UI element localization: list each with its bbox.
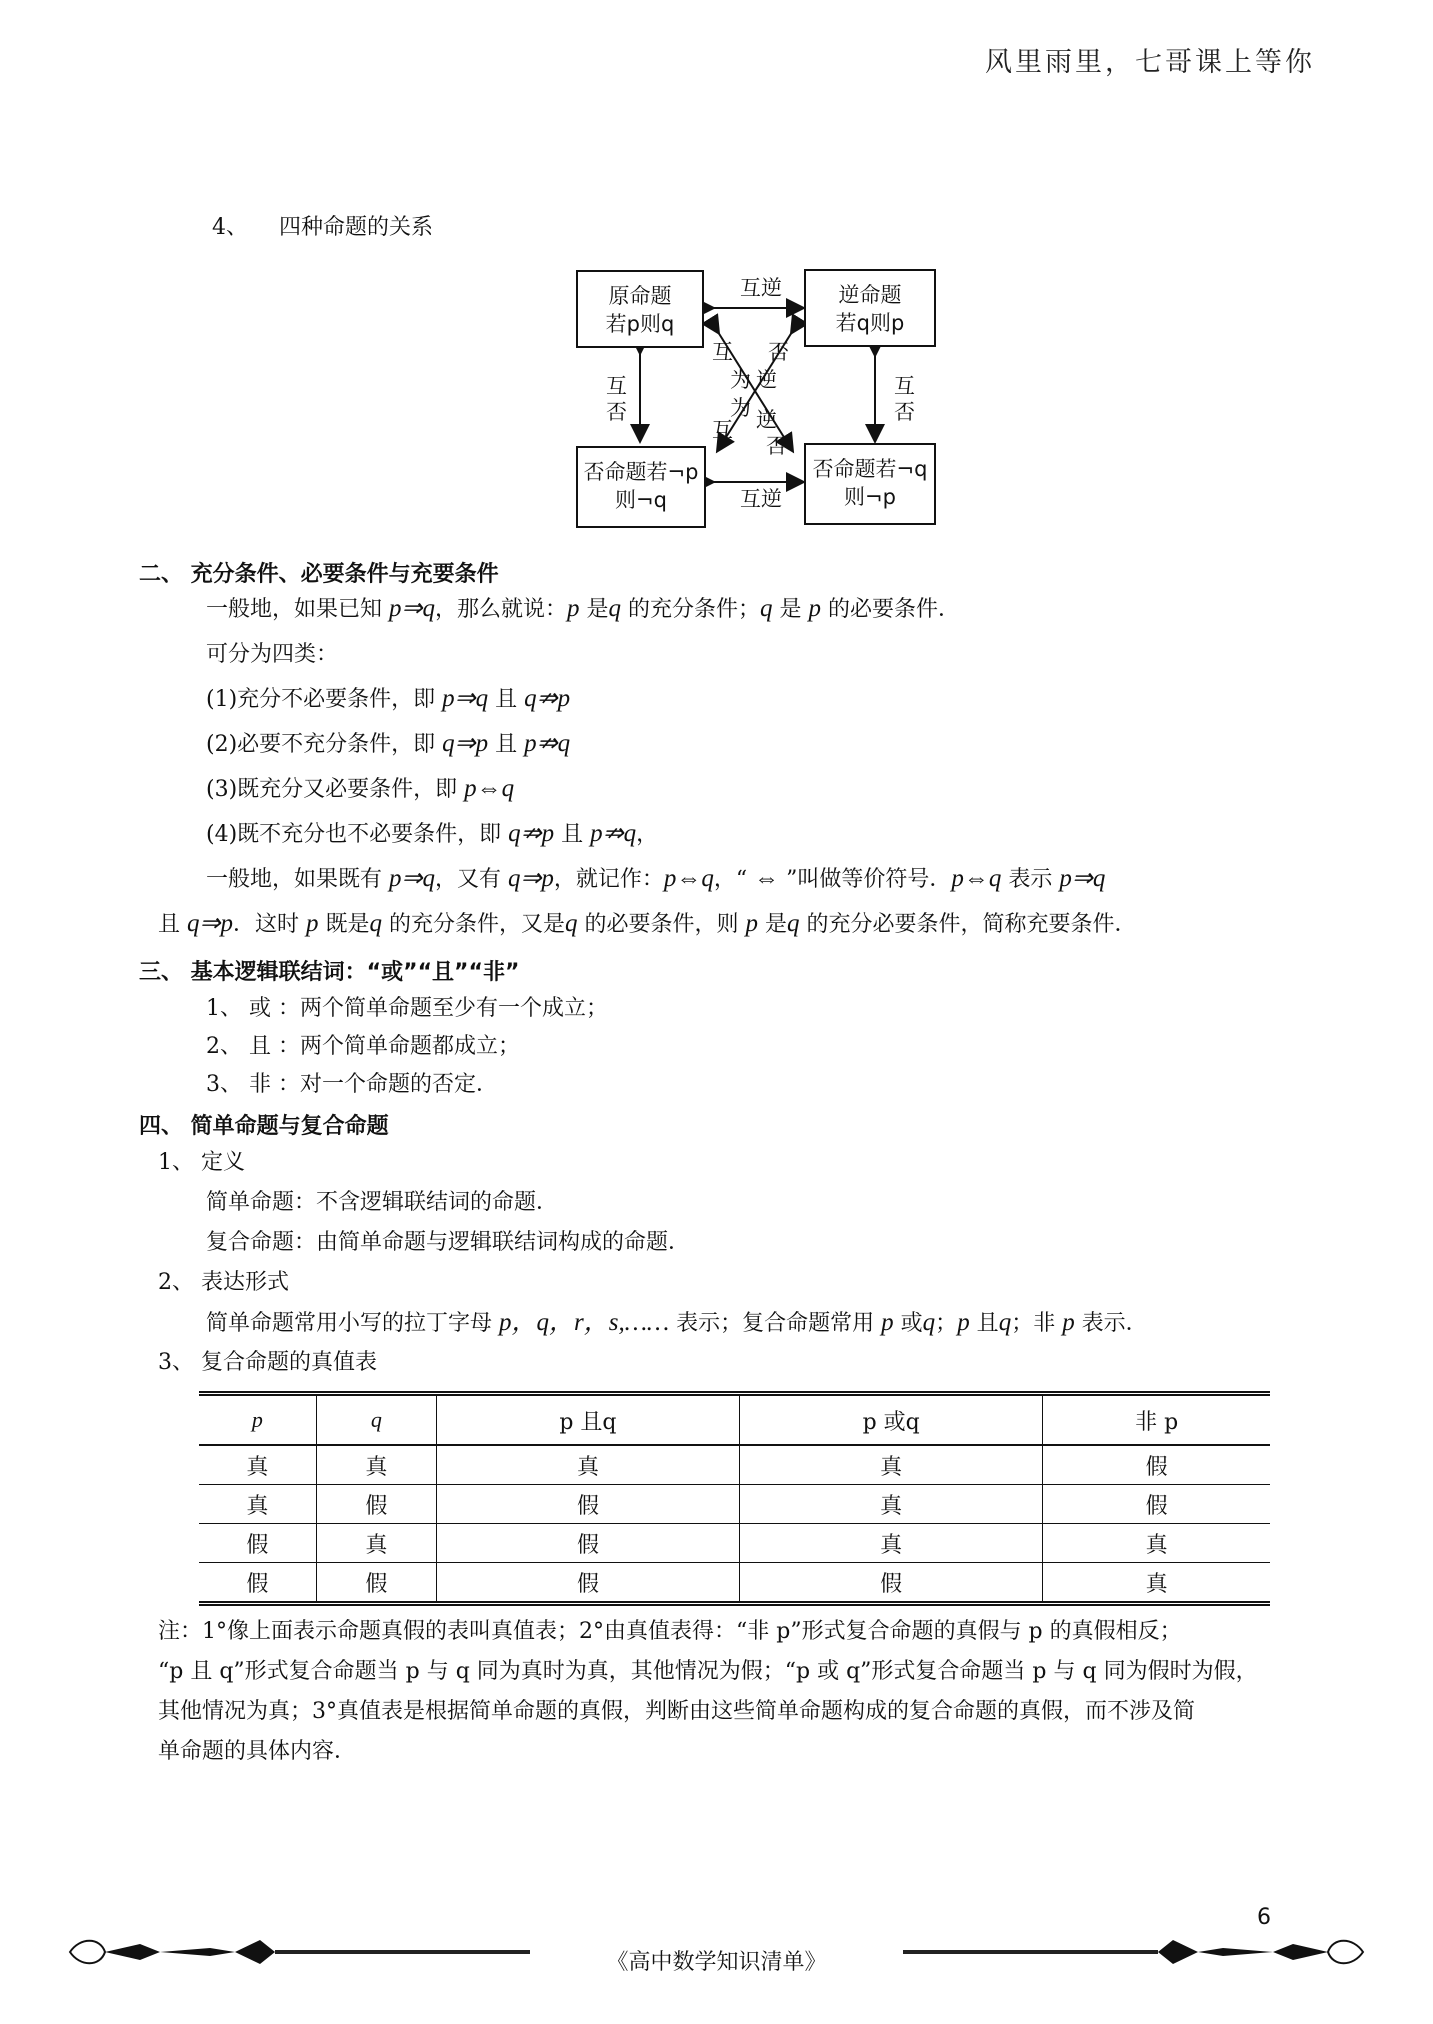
th-not-p: 非 p <box>1043 1394 1270 1446</box>
l3m3: p⇔q <box>663 865 714 892</box>
sec3-item-1: 1、 或 ：两个简单命题至少有一个成立； <box>206 996 608 1021</box>
sec4-sub1-b: 复合命题：由简单命题与逻辑联结词构成的命题． <box>206 1230 691 1255</box>
sec3-item-3: 3、 非 ：对一个命题的否定． <box>206 1072 498 1097</box>
box-contrapositive-line1: 否命题若¬q <box>812 457 928 481</box>
l4d: 的充分条件，又是 <box>381 912 565 937</box>
cross-label-e: 为 <box>730 396 751 420</box>
box-contrapositive-line2: 则¬p <box>844 485 896 509</box>
cell: 真 <box>316 1445 436 1485</box>
cell: 真 <box>199 1445 316 1485</box>
box-original-line2: 若p则q <box>605 312 675 336</box>
sec2-l1b: ，那么就说： <box>434 597 567 622</box>
header-slogan: 风里雨里，七哥课上等你 <box>985 47 1315 78</box>
l4b: ．这时 <box>232 912 306 937</box>
case3-math: p⇔q <box>464 775 515 802</box>
cell: 真 <box>740 1485 1043 1524</box>
table-row <box>199 1445 1270 1485</box>
sec2-line2: 可分为四类： <box>206 642 339 667</box>
case4-and: 且 <box>554 822 591 847</box>
case4-math: q⇏p <box>508 820 555 847</box>
l3c: ，就记作： <box>553 867 664 892</box>
sec2-l1m1: p⇒q <box>389 595 435 622</box>
case3-text: (3)既充分又必要条件，即 <box>206 777 465 802</box>
case2-and: 且 <box>488 732 525 757</box>
box-inverse-proposition <box>576 446 706 528</box>
cross-label-b: 否 <box>768 340 789 364</box>
note-line-4: 单命题的具体内容． <box>158 1739 357 1764</box>
cross-label-c: 为 <box>730 368 751 392</box>
box-converse-line1: 逆命题 <box>838 283 902 307</box>
th-p: p <box>199 1394 316 1446</box>
sec2-l1f: 的必要条件． <box>820 597 960 622</box>
sec4-heading: 四、 简单命题与复合命题 <box>139 1114 389 1139</box>
l4m6: q <box>786 910 800 937</box>
sec2-l1m2: p <box>566 595 580 622</box>
box-original-line1: 原命题 <box>608 284 672 308</box>
s2a: 简单命题常用小写的拉丁字母 <box>206 1311 499 1336</box>
sec4-sub1-a: 简单命题：不含逻辑联结词的命题． <box>206 1190 559 1215</box>
l4c: 既是 <box>318 912 370 937</box>
cell: 真 <box>1043 1563 1270 1604</box>
case4-math2: p⇏q <box>590 820 637 847</box>
l3m1: p⇒q <box>389 865 435 892</box>
sec2-case3 <box>206 774 514 805</box>
cross-label-h: 否 <box>766 434 787 458</box>
note-line-2: “p 且 q”形式复合命题当 p 与 q 同为真时为真，其他情况为假；“p 或 q”形式复合命题当 p 与 q 同为假时为假， <box>158 1659 1258 1684</box>
s2m: p，q，r，s,…… <box>499 1309 670 1336</box>
cell: 假 <box>436 1563 739 1604</box>
sec2-l1m5: p <box>808 595 821 622</box>
sec3-item-2: 2、 且 ：两个简单命题都成立； <box>206 1034 520 1059</box>
right-label-2: 否 <box>894 400 915 424</box>
cell: 真 <box>316 1524 436 1563</box>
th-p-or-q: p 或q <box>740 1394 1043 1446</box>
sec2-l1d: 的充分条件； <box>620 597 760 622</box>
left-label-1: 互 <box>606 374 627 398</box>
sec2-l1m3: q <box>608 595 621 622</box>
l4f: 是 <box>757 912 787 937</box>
l4e: 的必要条件，则 <box>577 912 746 937</box>
cell: 假 <box>436 1485 739 1524</box>
cell: 真 <box>1043 1524 1270 1563</box>
truth-table-header-row <box>199 1394 1270 1446</box>
footer-title: 《高中数学知识清单》 <box>606 1950 827 1975</box>
cell: 假 <box>316 1563 436 1604</box>
s2m6: p <box>1062 1309 1075 1336</box>
case2-math: q⇒p <box>442 730 489 757</box>
box-contrapositive-proposition <box>804 443 936 525</box>
sec2-l1e: 是 <box>772 597 809 622</box>
sec2-l1c: 是 <box>579 597 609 622</box>
sec2-line3 <box>206 864 1105 895</box>
cell: 假 <box>199 1524 316 1563</box>
cell: 真 <box>740 1524 1043 1563</box>
sec2-l1a: 一般地，如果已知 <box>206 597 389 622</box>
l4g: 的充分必要条件，简称充要条件． <box>799 912 1137 937</box>
l3m5: p⇔q <box>951 865 1002 892</box>
sec2-line4 <box>158 909 1136 940</box>
s2f: ；非 <box>1011 1311 1063 1336</box>
case1-text: (1)充分不必要条件，即 <box>206 687 443 712</box>
l3m4: ⇔ <box>754 865 780 892</box>
cross-label-a: 互 <box>712 340 733 364</box>
sec3-heading: 三、 基本逻辑联结词：“或”“且”“非” <box>139 960 520 985</box>
table-row <box>199 1485 1270 1524</box>
cross-label-f: 逆 <box>756 408 777 432</box>
box-converse-line2: 若q则p <box>835 311 905 335</box>
s2m2: p <box>881 1309 894 1336</box>
case4-comma: ， <box>636 822 659 847</box>
sec2-case4 <box>206 819 658 850</box>
table-row <box>199 1524 1270 1563</box>
case4-text: (4)既不充分也不必要条件，即 <box>206 822 509 847</box>
case1-math: p⇒q <box>442 685 489 712</box>
l3m6: p⇒q <box>1059 865 1106 892</box>
s2g: 表示． <box>1074 1311 1148 1336</box>
sec2-l1m4: q <box>759 595 773 622</box>
s2e: 且 <box>969 1311 999 1336</box>
table-row <box>199 1563 1270 1604</box>
section4-heading <box>212 213 433 243</box>
note-line-3: 其他情况为真；3°真值表是根据简单命题的真假，判断由这些简单命题构成的复合命题的真假，而不涉及简 <box>158 1699 1196 1724</box>
l4m1: q⇒p <box>187 910 233 937</box>
s2d: ； <box>935 1311 958 1336</box>
cell: 假 <box>1043 1445 1270 1485</box>
box-inverse-line1: 否命题若¬p <box>583 460 699 484</box>
case2-math2: p⇏q <box>524 730 571 757</box>
cross-label-d: 逆 <box>756 368 777 392</box>
top-label: 互逆 <box>740 276 782 300</box>
cell: 假 <box>316 1485 436 1524</box>
l4m5: p <box>745 910 758 937</box>
cell: 真 <box>199 1485 316 1524</box>
l3d: ，“ <box>713 867 755 892</box>
sec2-case2 <box>206 729 570 760</box>
case1-math2: q⇏p <box>524 685 571 712</box>
sec4-sub2: 2、 表达形式 <box>158 1270 289 1295</box>
s2c: 或 <box>893 1311 923 1336</box>
cross-label-g: 互 <box>712 418 733 442</box>
cell: 假 <box>436 1524 739 1563</box>
left-label-2: 否 <box>606 400 627 424</box>
th-q: q <box>316 1394 436 1446</box>
l4m2: p <box>305 910 319 937</box>
cell: 假 <box>1043 1485 1270 1524</box>
l4m4: q <box>564 910 578 937</box>
cell: 假 <box>199 1563 316 1604</box>
l4a: 且 <box>158 912 187 937</box>
cell: 真 <box>436 1445 739 1485</box>
l3m2: q⇒p <box>507 865 554 892</box>
case1-and: 且 <box>488 687 525 712</box>
s2b: 表示；复合命题常用 <box>669 1311 882 1336</box>
sec4-sub3: 3、 复合命题的真值表 <box>158 1350 377 1375</box>
box-original-proposition <box>576 270 704 348</box>
bottom-label: 互逆 <box>740 487 782 511</box>
note-line-1: 注：1°像上面表示命题真假的表叫真值表；2°由真值表得：“非 p”形式复合命题的真假与 p 的真假相反； <box>158 1619 1182 1644</box>
sec2-case1 <box>206 684 570 715</box>
sec4-sub2-a <box>206 1308 1148 1339</box>
l3a: 一般地，如果既有 <box>206 867 389 892</box>
section4-num: 4、 <box>212 215 248 240</box>
s2m3: q <box>922 1309 936 1336</box>
right-label-1: 互 <box>894 374 915 398</box>
th-p-and-q: p 且q <box>436 1394 739 1446</box>
sec2-line1 <box>206 594 960 625</box>
l3f: 表示 <box>1001 867 1060 892</box>
sec4-sub1: 1、 定义 <box>158 1150 245 1175</box>
l3b: ，又有 <box>434 867 508 892</box>
page-number: 6 <box>1257 1905 1271 1930</box>
l3e: ”叫做等价符号． <box>779 867 952 892</box>
box-converse-proposition <box>804 269 936 347</box>
truth-table <box>199 1391 1270 1606</box>
cell: 假 <box>740 1563 1043 1604</box>
s2m5: q <box>998 1309 1012 1336</box>
s2m4: p <box>957 1309 970 1336</box>
l4m3: q <box>369 910 382 937</box>
box-inverse-line2: 则¬q <box>615 488 667 512</box>
section4-title: 四种命题的关系 <box>279 215 434 240</box>
sec2-heading: 二、 充分条件、必要条件与充要条件 <box>139 562 499 587</box>
case2-text: (2)必要不充分条件，即 <box>206 732 443 757</box>
cell: 真 <box>740 1445 1043 1485</box>
